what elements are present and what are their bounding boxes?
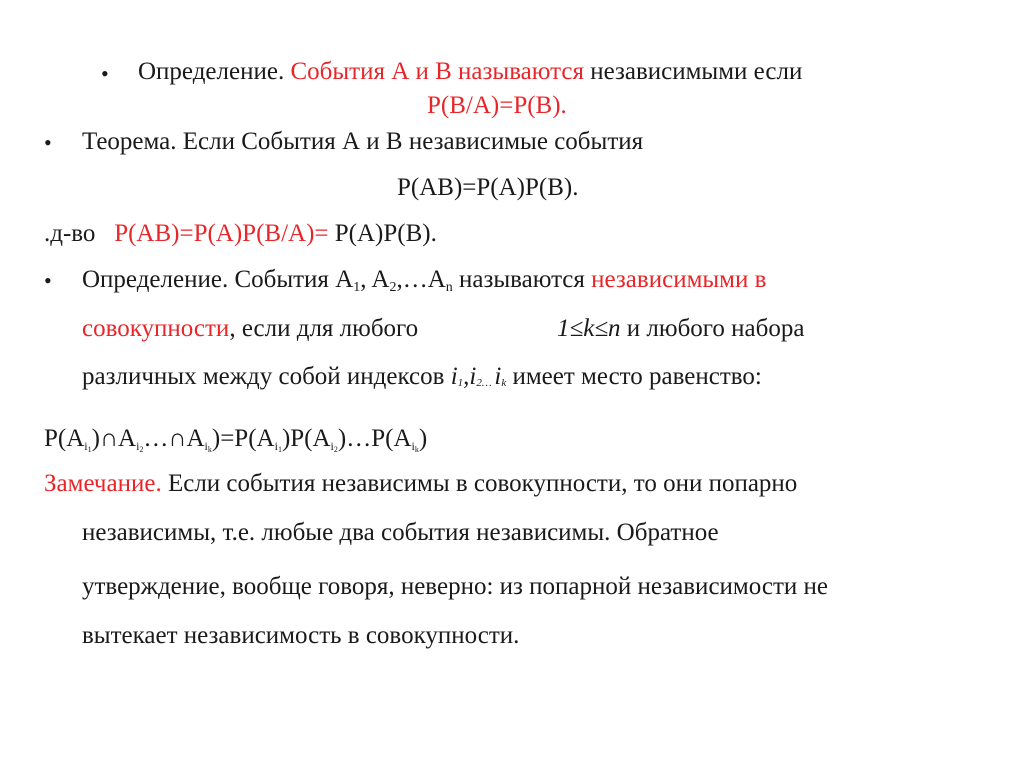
def1-line1 bbox=[138, 56, 802, 88]
def1-label: Определение. bbox=[138, 58, 291, 85]
def2-line2-right: 1≤k≤n и любого набора bbox=[557, 315, 805, 342]
def1-formula: P(B/A)=P(B). bbox=[427, 92, 567, 119]
bullet-def2: • bbox=[44, 268, 52, 293]
def2-line1: Определение. События $A_1$, $A_2,\dots A_n$ называются независимыми в bbox=[82, 266, 767, 295]
def2-red2: совокупности bbox=[82, 315, 230, 342]
remark-line1: Замечание. Если события независимы в совокупности, то они попарно bbox=[44, 470, 798, 497]
def2-line3: различных между собой индексов i1,i2… ik имеет место равенство: bbox=[82, 363, 762, 390]
remark-label: Замечание. bbox=[44, 470, 162, 497]
def1-red-text: События А и В называются bbox=[290, 58, 584, 85]
proof-prefix: .д-во bbox=[44, 220, 102, 247]
bullet-def1: • bbox=[101, 61, 109, 86]
remark-line4: вытекает независимость в совокупности. bbox=[82, 622, 520, 649]
def1-rest: независимыми если bbox=[583, 58, 803, 85]
k-range: 1≤k≤n bbox=[557, 315, 621, 342]
proof-rest: P(A)P(B). bbox=[328, 220, 437, 247]
remark-line2: независимы, т.е. любые два события независимы. Обратное bbox=[82, 519, 719, 546]
remark-line3: утверждение, вообще говоря, неверно: из попарной независимости не bbox=[82, 573, 828, 600]
proof-red-formula: P(AB)=P(A)P(B/A)= bbox=[114, 220, 329, 247]
theorem-text: Теорема. Если События А и В независимые события bbox=[82, 128, 644, 155]
proof-line bbox=[44, 218, 437, 250]
def2-red1: независимыми в bbox=[591, 266, 767, 293]
def2-line2: совокупности, если для любого bbox=[82, 315, 419, 342]
bullet-theorem: • bbox=[44, 130, 52, 155]
equality-formula: P(Ai1)∩Ai2…∩Aik)=P(Ai1)P(Ai2)…P(Aik) bbox=[44, 425, 428, 454]
theorem-formula: P(AB)=P(A)P(B). bbox=[397, 174, 579, 201]
def2-label: Определение. События bbox=[82, 266, 336, 293]
